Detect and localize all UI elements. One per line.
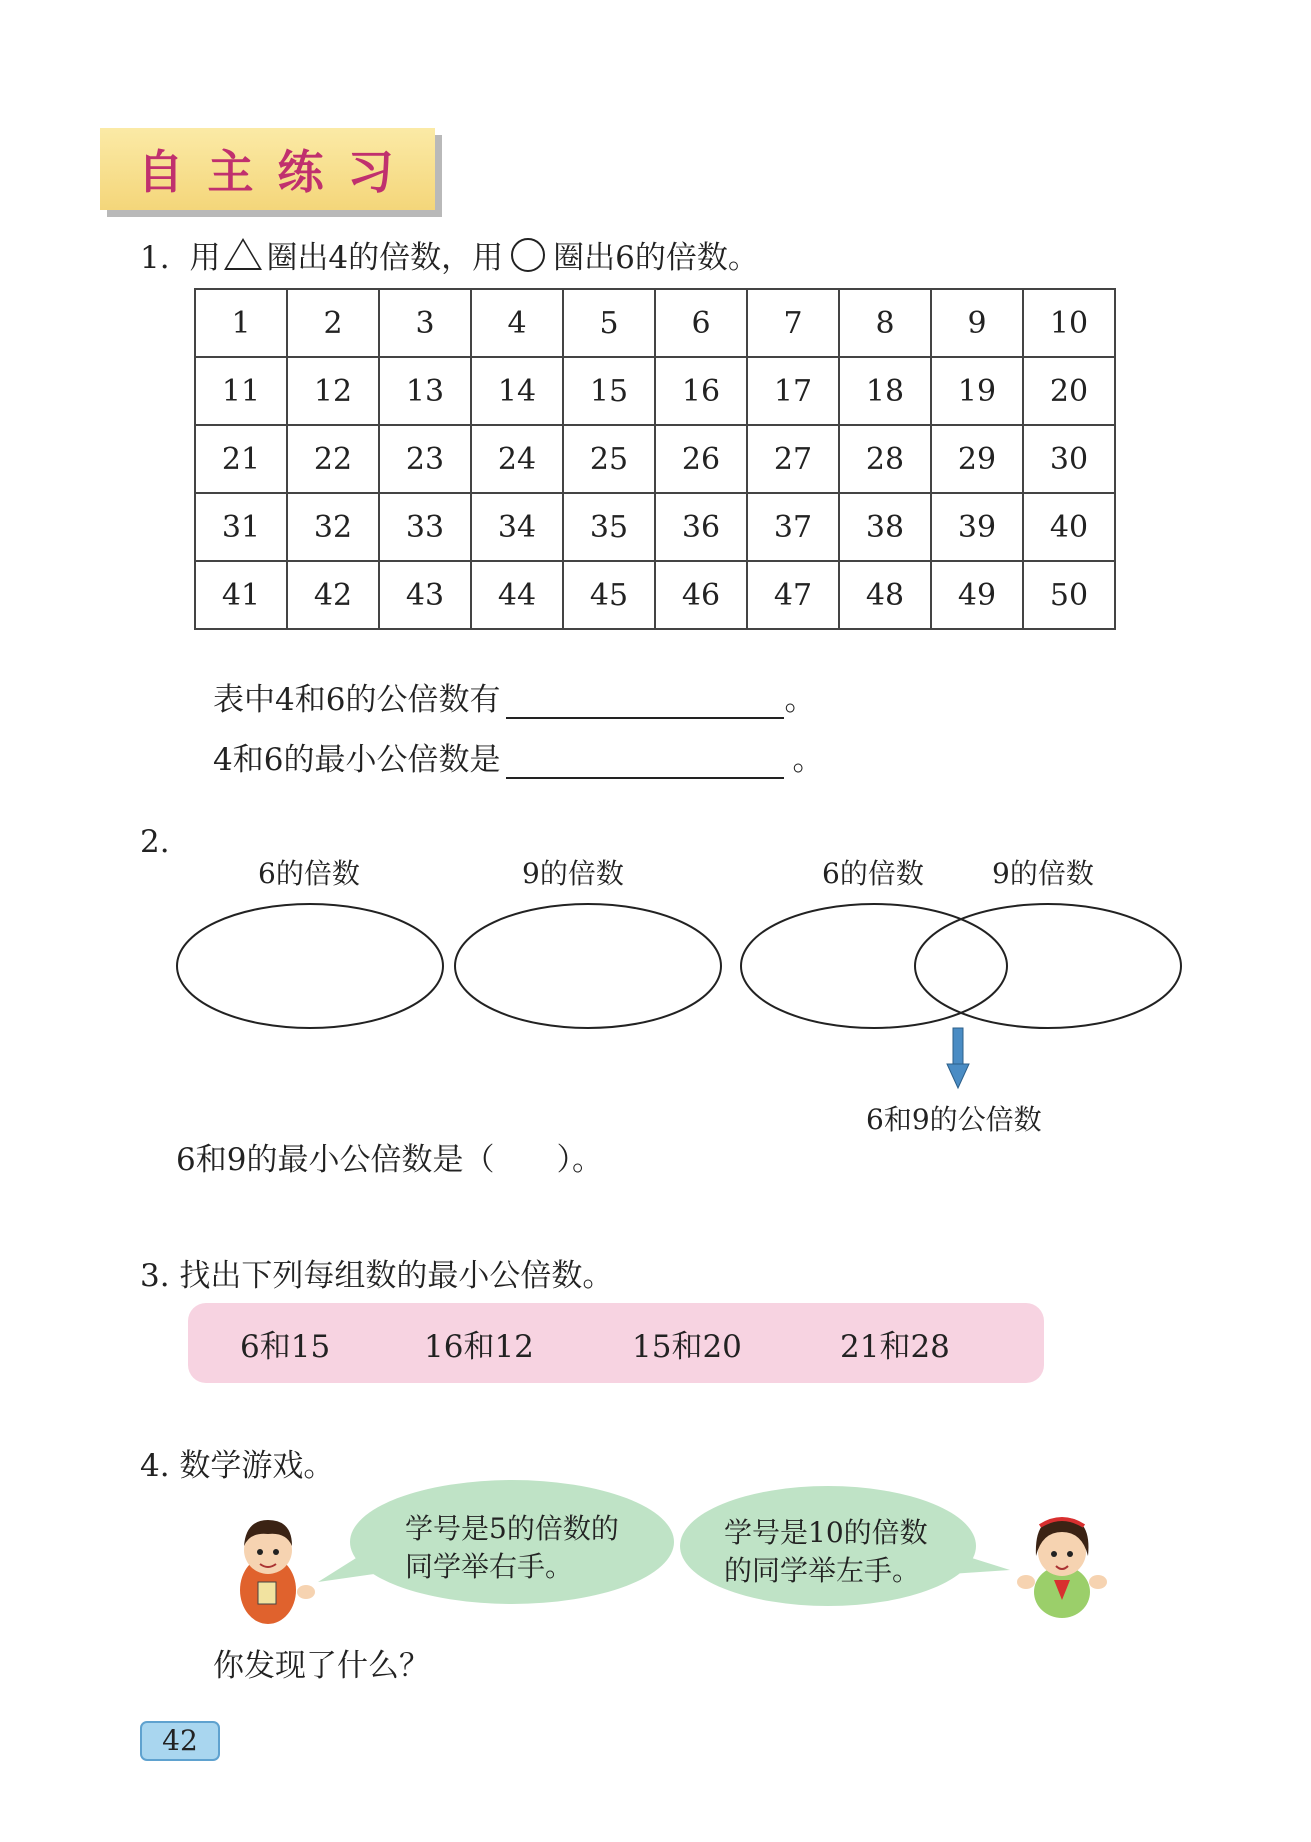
venn-label-6: 6的倍数 <box>258 857 360 890</box>
girl-character-icon <box>1017 1518 1107 1618</box>
grid-cell[interactable]: 30 <box>1023 425 1115 493</box>
grid-cell[interactable]: 5 <box>563 289 655 357</box>
q1-period-1: 。 <box>784 682 816 718</box>
grid-cell[interactable]: 34 <box>471 493 563 561</box>
grid-cell[interactable]: 42 <box>287 561 379 629</box>
grid-cell[interactable]: 14 <box>471 357 563 425</box>
grid-cell[interactable]: 26 <box>655 425 747 493</box>
grid-cell[interactable]: 21 <box>195 425 287 493</box>
grid-cell[interactable]: 33 <box>379 493 471 561</box>
boy-character-icon <box>240 1520 315 1624</box>
grid-cell[interactable]: 6 <box>655 289 747 357</box>
grid-cell[interactable]: 50 <box>1023 561 1115 629</box>
grid-cell[interactable]: 44 <box>471 561 563 629</box>
grid-cell[interactable]: 23 <box>379 425 471 493</box>
grid-cell[interactable]: 28 <box>839 425 931 493</box>
bubble-1-line-1: 学号是5的倍数的 <box>405 1512 619 1545</box>
grid-cell[interactable]: 47 <box>747 561 839 629</box>
q1-fill2-text: 4和6的最小公倍数是 <box>213 742 501 778</box>
grid-cell[interactable]: 32 <box>287 493 379 561</box>
grid-cell[interactable]: 15 <box>563 357 655 425</box>
bubble-2-line-2: 的同学举左手。 <box>724 1554 921 1587</box>
grid-cell[interactable]: 39 <box>931 493 1023 561</box>
bubble-1-text <box>405 1510 619 1586</box>
grid-cell[interactable]: 41 <box>195 561 287 629</box>
pair-1: 6和15 <box>240 1328 331 1365</box>
grid-cell[interactable]: 11 <box>195 357 287 425</box>
grid-cell[interactable]: 1 <box>195 289 287 357</box>
q2-number: 2. <box>140 824 170 860</box>
bubble-2-text <box>724 1514 928 1590</box>
grid-cell[interactable]: 25 <box>563 425 655 493</box>
grid-cell[interactable]: 17 <box>747 357 839 425</box>
grid-cell[interactable]: 36 <box>655 493 747 561</box>
grid-cell[interactable]: 18 <box>839 357 931 425</box>
grid-cell[interactable]: 2 <box>287 289 379 357</box>
grid-cell[interactable]: 16 <box>655 357 747 425</box>
grid-cell[interactable]: 46 <box>655 561 747 629</box>
grid-cell[interactable]: 27 <box>747 425 839 493</box>
q1-number: 1. <box>140 240 170 276</box>
q1-text-b: 圈出4的倍数，用 <box>266 240 504 276</box>
grid-cell[interactable]: 45 <box>563 561 655 629</box>
pair-2: 16和12 <box>424 1328 534 1365</box>
grid-cell[interactable]: 4 <box>471 289 563 357</box>
grid-cell[interactable]: 22 <box>287 425 379 493</box>
grid-cell[interactable]: 20 <box>1023 357 1115 425</box>
venn-label-9b: 9的倍数 <box>992 857 1094 890</box>
q1-text-c: 圈出6的倍数。 <box>553 240 759 276</box>
pair-3: 15和20 <box>632 1328 742 1365</box>
grid-cell[interactable]: 8 <box>839 289 931 357</box>
grid-cell[interactable]: 37 <box>747 493 839 561</box>
q3-text: 3. 找出下列每组数的最小公倍数。 <box>140 1258 614 1294</box>
grid-cell[interactable]: 24 <box>471 425 563 493</box>
q4-text: 4. 数学游戏。 <box>140 1448 335 1484</box>
grid-cell[interactable]: 10 <box>1023 289 1115 357</box>
q1-text-a: 用 <box>189 240 221 276</box>
venn-label-6b: 6的倍数 <box>822 857 924 890</box>
q1-fill1-text: 表中4和6的公倍数有 <box>213 682 501 718</box>
grid-cell[interactable]: 12 <box>287 357 379 425</box>
q4-question: 你发现了什么？ <box>213 1648 430 1684</box>
q1-period-2: 。 <box>792 742 824 778</box>
grid-cell[interactable]: 40 <box>1023 493 1115 561</box>
grid-cell[interactable]: 31 <box>195 493 287 561</box>
page-number: 42 <box>140 1721 220 1761</box>
grid-cell[interactable]: 19 <box>931 357 1023 425</box>
grid-cell[interactable]: 35 <box>563 493 655 561</box>
grid-cell[interactable]: 29 <box>931 425 1023 493</box>
section-title: 自主练习 <box>137 145 418 199</box>
pair-4: 21和28 <box>840 1328 950 1365</box>
grid-cell[interactable]: 38 <box>839 493 931 561</box>
venn-label-9: 9的倍数 <box>522 857 624 890</box>
grid-cell[interactable]: 7 <box>747 289 839 357</box>
grid-cell[interactable]: 13 <box>379 357 471 425</box>
grid-cell[interactable]: 48 <box>839 561 931 629</box>
bubble-2-line-1: 学号是10的倍数 <box>724 1516 928 1549</box>
q2-answer-line: 6和9的最小公倍数是（ ）。 <box>176 1142 603 1178</box>
grid-cell[interactable]: 49 <box>931 561 1023 629</box>
grid-cell[interactable]: 43 <box>379 561 471 629</box>
venn-common-label: 6和9的公倍数 <box>866 1103 1042 1136</box>
grid-cell[interactable]: 9 <box>931 289 1023 357</box>
bubble-1-line-2: 同学举右手。 <box>405 1550 574 1583</box>
grid-cell[interactable]: 3 <box>379 289 471 357</box>
